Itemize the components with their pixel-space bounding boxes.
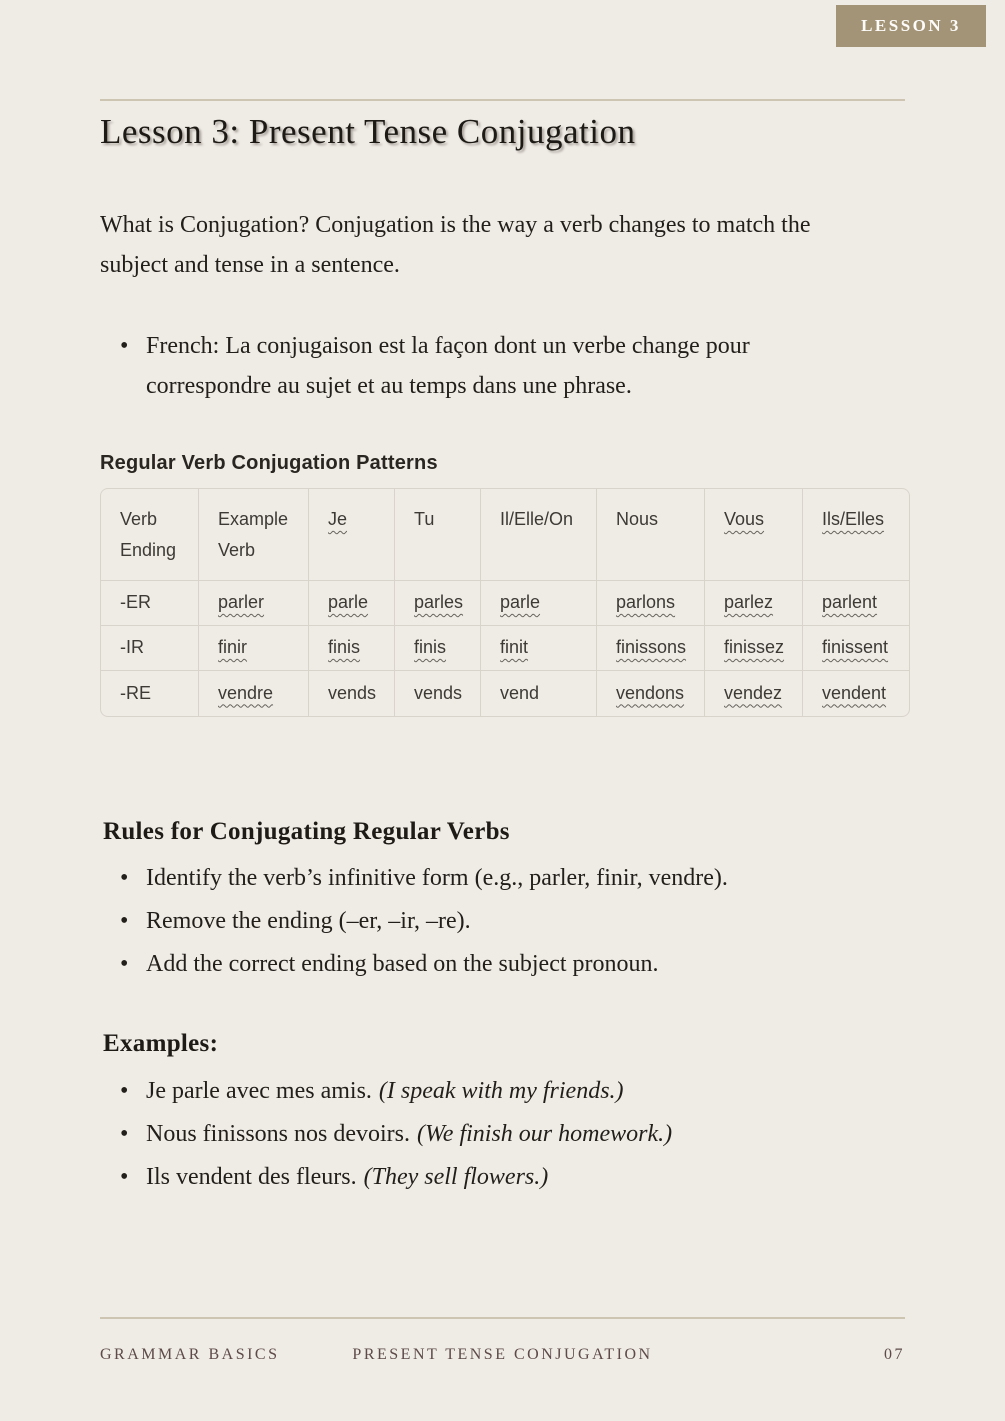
- example-french: Nous finissons nos devoirs.: [146, 1121, 411, 1147]
- example-english-translation: (They sell flowers.): [363, 1164, 549, 1190]
- rules-list-item: • Add the correct ending based on the subject pronoun.: [146, 944, 905, 984]
- example-french: Ils vendent des fleurs.: [146, 1164, 357, 1190]
- table-cell: vend: [481, 671, 597, 716]
- table-cell: -RE: [101, 671, 199, 716]
- intro-paragraph: What is Conjugation? Conjugation is the way a verb changes to match the subject and tense in a sentence.: [100, 212, 811, 278]
- column-header-example-verb: Example Verb: [199, 489, 309, 581]
- table-cell: -IR: [101, 626, 199, 671]
- column-header-nous: Nous: [597, 489, 705, 581]
- example-english-translation: (We finish our homework.): [417, 1121, 673, 1147]
- example-french: Je parle avec mes amis.: [146, 1078, 372, 1104]
- examples-heading: Examples:: [103, 1030, 219, 1057]
- table-row-re: [101, 671, 910, 716]
- intro-bullet-list: [100, 326, 870, 406]
- table-cell: parlent: [803, 581, 910, 626]
- table-cell: parlez: [705, 581, 803, 626]
- lesson-badge: [836, 5, 986, 47]
- conjugation-table: [100, 488, 910, 717]
- examples-list: [100, 1071, 905, 1197]
- rules-list: [100, 858, 905, 984]
- table-cell: finissez: [705, 626, 803, 671]
- page-content: [0, 99, 1005, 1197]
- header-divider: [100, 99, 905, 101]
- intro-bullet-item: • French: La conjugaison est la façon dont un verbe change pour correspondre au sujet et au temps dans une phrase.: [146, 326, 870, 406]
- table-cell: vendre: [199, 671, 309, 716]
- table-cell: vendez: [705, 671, 803, 716]
- examples-list-item: [146, 1114, 905, 1154]
- table-caption: Regular Verb Conjugation Patterns: [100, 452, 438, 474]
- table-cell: parler: [199, 581, 309, 626]
- column-header-verb-ending: Verb Ending: [101, 489, 199, 581]
- footer-page-number: 07: [884, 1346, 905, 1363]
- footer-chapter-title: PRESENT TENSE CONJUGATION: [352, 1346, 653, 1363]
- footer-book-title: GRAMMAR BASICS: [100, 1346, 280, 1363]
- rules-heading: Rules for Conjugating Regular Verbs: [103, 818, 510, 845]
- table-cell: vends: [309, 671, 395, 716]
- table-cell: finis: [395, 626, 481, 671]
- footer-divider: [100, 1317, 905, 1319]
- table-cell: vendons: [597, 671, 705, 716]
- examples-list-item: [146, 1071, 905, 1111]
- table-row-ir: [101, 626, 910, 671]
- table-cell: parles: [395, 581, 481, 626]
- table-cell: parlons: [597, 581, 705, 626]
- column-header-ils-elles: Ils/Elles: [803, 489, 910, 581]
- table-cell: parle: [309, 581, 395, 626]
- table-cell: -ER: [101, 581, 199, 626]
- lesson-badge-label: LESSON 3: [861, 16, 961, 35]
- table-cell: parle: [481, 581, 597, 626]
- column-header-je: Je: [309, 489, 395, 581]
- table-cell: finis: [309, 626, 395, 671]
- table-cell: finit: [481, 626, 597, 671]
- column-header-vous: Vous: [705, 489, 803, 581]
- table-cell: finissent: [803, 626, 910, 671]
- rules-list-item: • Remove the ending (–er, –ir, –re).: [146, 901, 905, 941]
- example-english-translation: (I speak with my friends.): [378, 1078, 624, 1104]
- table-cell: finir: [199, 626, 309, 671]
- rules-list-item: • Identify the verb’s infinitive form (e.g., parler, finir, vendre).: [146, 858, 905, 898]
- examples-list-item: [146, 1157, 905, 1197]
- column-header-tu: Tu: [395, 489, 481, 581]
- page-footer: [100, 1317, 905, 1364]
- table-row-er: [101, 581, 910, 626]
- table-cell: finissons: [597, 626, 705, 671]
- table-cell: vendent: [822, 682, 887, 703]
- table-cell: vends: [395, 671, 481, 716]
- page-title: Lesson 3: Present Tense Conjugation: [100, 112, 636, 151]
- table-header-row: [101, 489, 910, 581]
- column-header-il-elle-on: Il/Elle/On: [481, 489, 597, 581]
